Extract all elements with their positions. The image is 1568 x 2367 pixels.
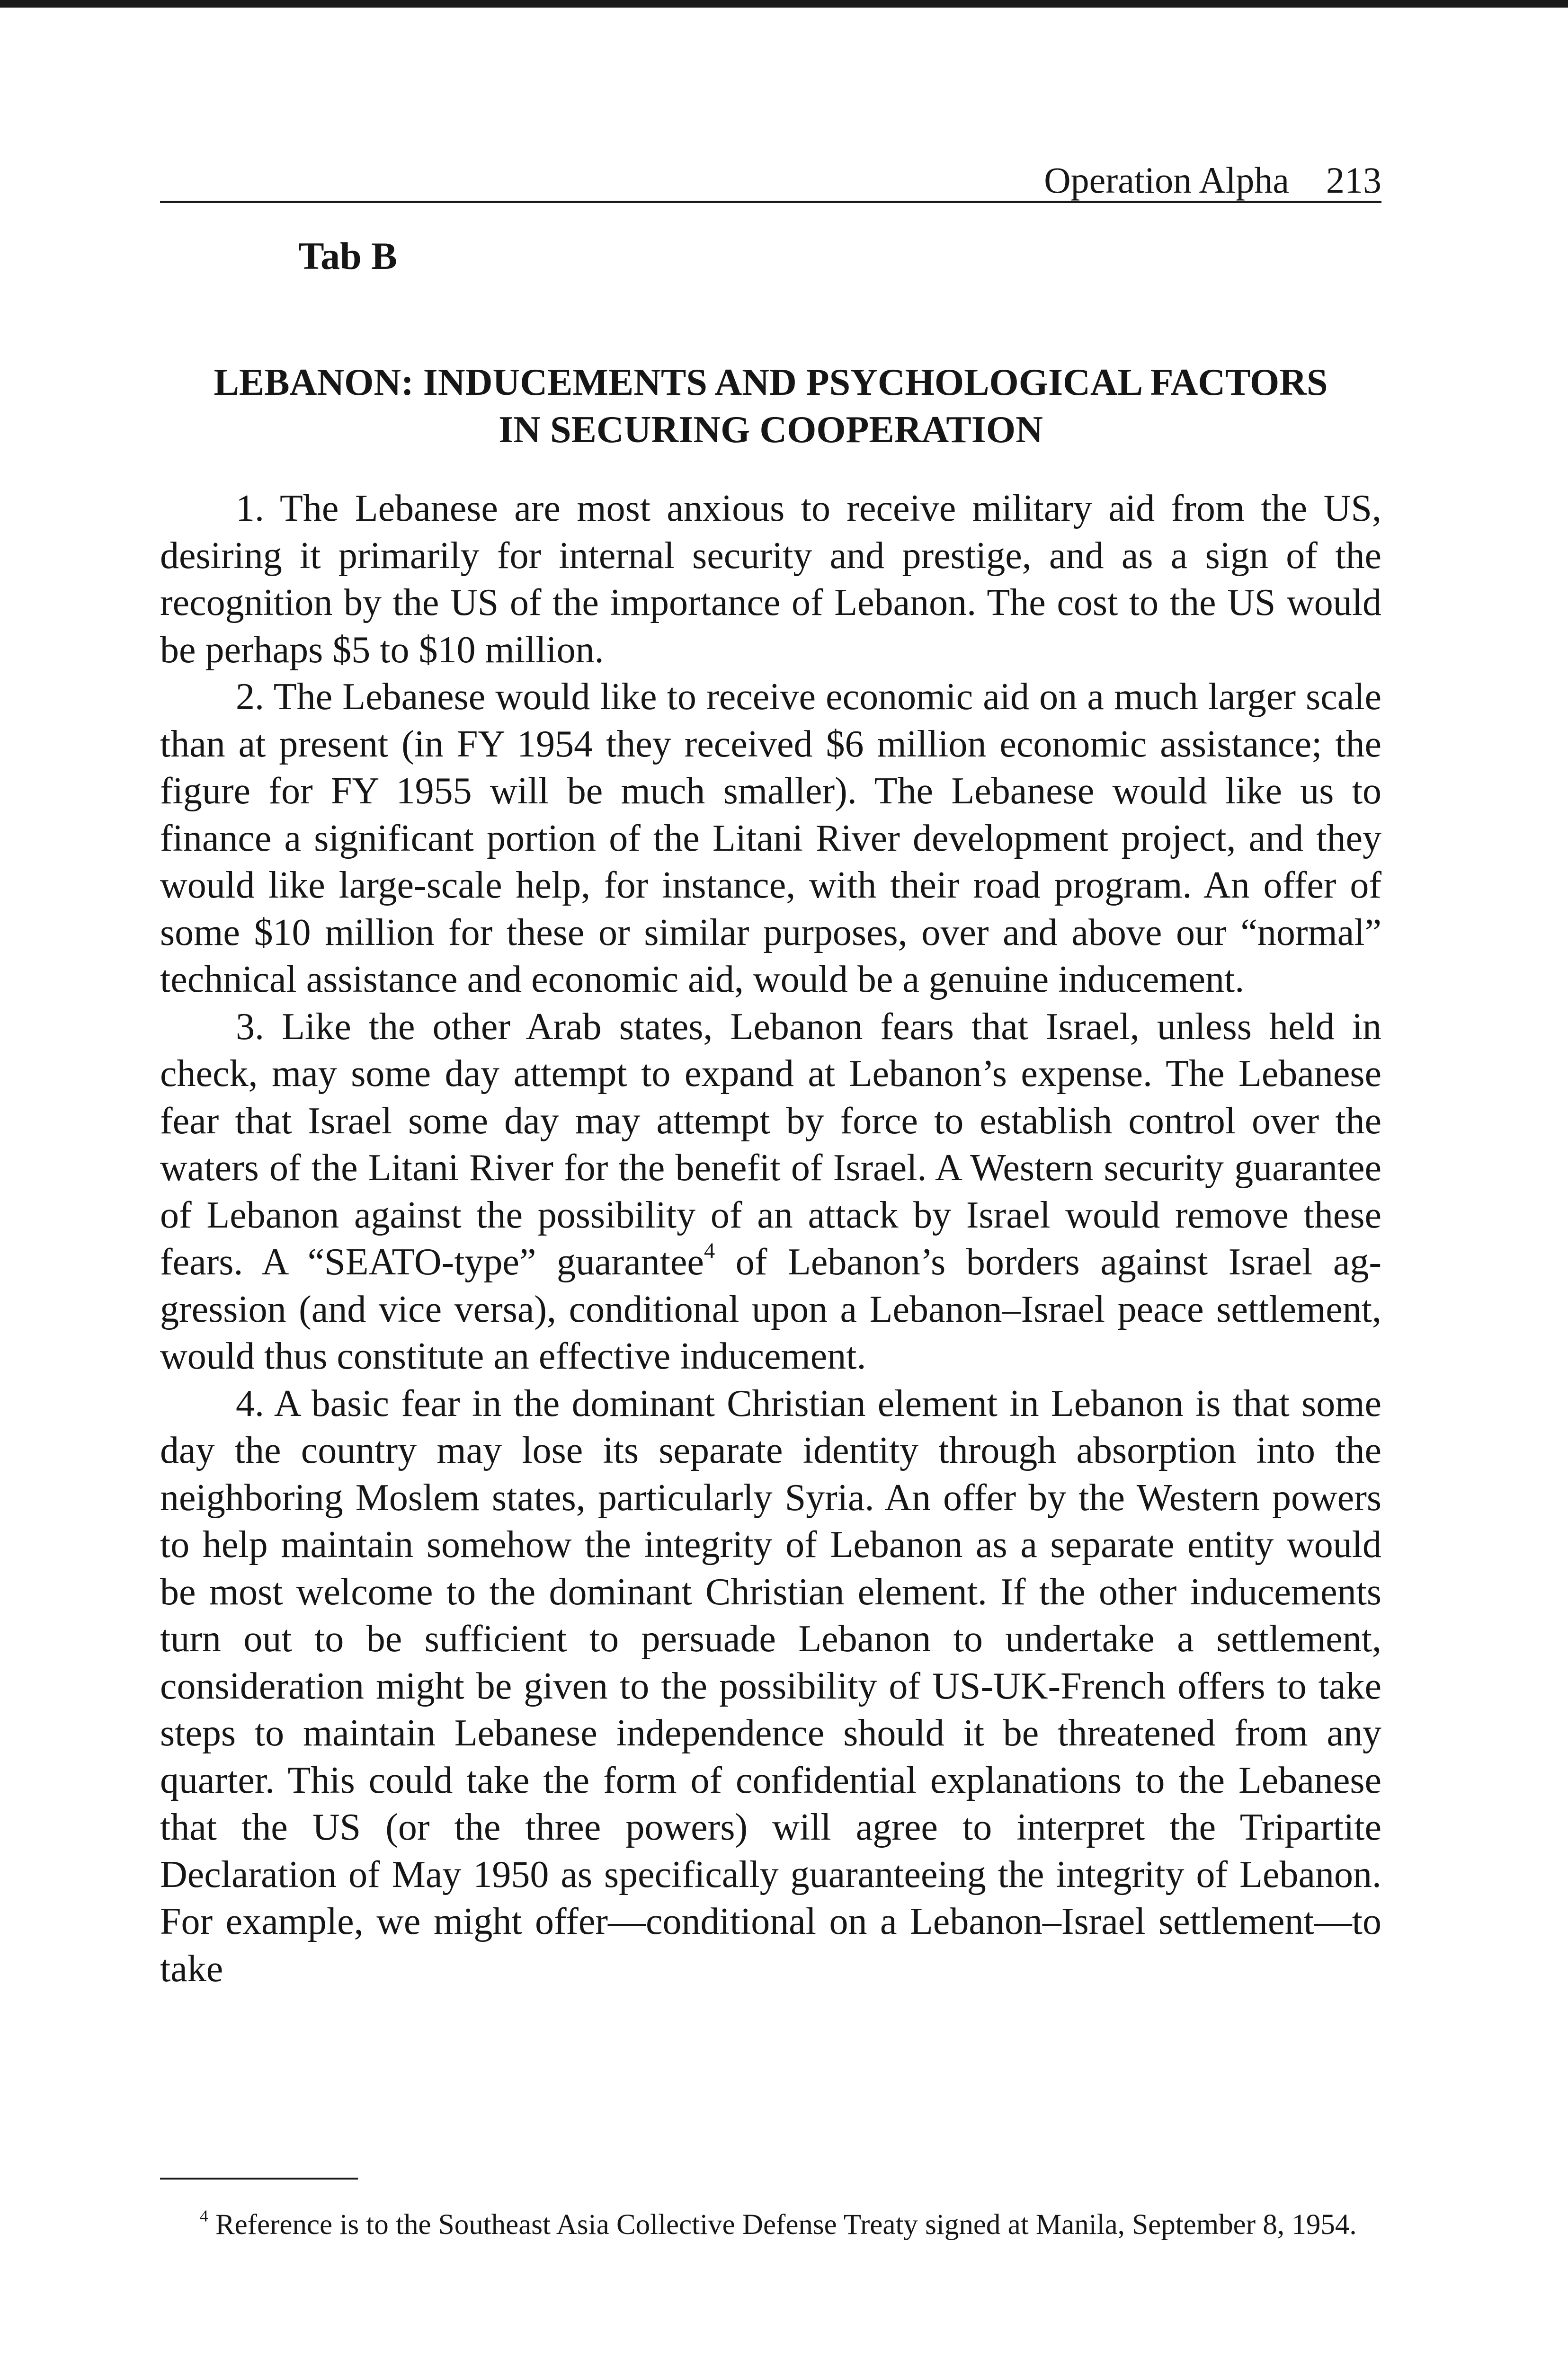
document-body [160, 485, 1381, 1993]
footnote-reference: 4 [704, 1239, 715, 1264]
title-line-1: LEBANON: INDUCEMENTS AND PSYCHOLOGICAL FACTORS [214, 362, 1328, 403]
paragraph-4: 4. A basic fear in the dominant Christian element in Lebanon is that some day the country may lose its separate identity through absorption into the neighboring Moslem states, particularly Syria. An offer by the Western powers to help maintain somehow the integrity of Lebanon as a separate entity would be most welcome to the dominant Christian element. If the other inducements turn out to be sufficient to persuade Lebanon to undertake a settlement, consideration might be given to the possibility of US-UK-French offers to take steps to maintain Lebanese independence should it be threatened from any quarter. This could take the form of confidential explanations to the Lebanese that the US (or the three powers) will agree to interpret the Tripartite Declaration of May 1950 as specifically guaranteeing the integrity of Lebanon. For example, we might offer—conditional on a Lebanon–Israel settlement—to take [160, 1382, 1381, 1990]
paragraph-3 [160, 1004, 1381, 1380]
page-top-edge [0, 0, 1568, 8]
running-title: Operation Alpha [1044, 160, 1289, 201]
paragraph-3-text-before-reference: 3. Like the other Arab states, Lebanon fears that Israel, unless held in check, may some day attempt to expand at Lebanon’s expense. The Lebanese fear that Israel some day may attempt by force to establish control over the waters of the Litani River for the benefit of Israel. A Western security guarantee of Lebanon against the possibility of an attack by Israel would remove these fears. A “SEATO-type” guarantee [160, 1006, 1381, 1283]
footnote-divider [160, 2178, 358, 2180]
page-number: 213 [1326, 160, 1381, 201]
paragraph-3-text-after-reference: of Lebanon’s borders against Israel aggression (and vice versa), conditional upon a Lebanon–Israel peace settlement, would thus constitute an effective inducement. [160, 1241, 1382, 1377]
footnote-marker: 4 [200, 2206, 208, 2225]
running-head [1044, 162, 1381, 199]
paragraph-1: 1. The Lebanese are most anxious to receive military aid from the US, desiring it primarily for internal security and prestige, and as a sign of the recognition by the US of the importance of Lebanon. The cost to the US would be perhaps $5 to $10 million. [160, 488, 1381, 671]
running-header [160, 151, 1381, 203]
footnote [160, 2206, 1381, 2244]
footnote-text: Reference is to the Southeast Asia Collective Defense Treaty signed at Manila, September 8, 1954. [208, 2209, 1357, 2241]
paragraph-2: 2. The Lebanese would like to receive economic aid on a much larger scale than at present (in FY 1954 they received $6 million economic assistance; the figure for FY 1955 will be much smaller). The Lebanese would like us to finance a significant portion of the Litani River development project, and they would like large-scale help, for instance, with their road program. An offer of some $10 million for these or similar purposes, over and above our “normal” technical assistance and economic aid, would be a genuine inducement. [160, 676, 1381, 1000]
document-title [160, 359, 1381, 454]
tab-label: Tab B [298, 234, 397, 277]
title-line-2: IN SECURING COOPERATION [499, 409, 1043, 451]
